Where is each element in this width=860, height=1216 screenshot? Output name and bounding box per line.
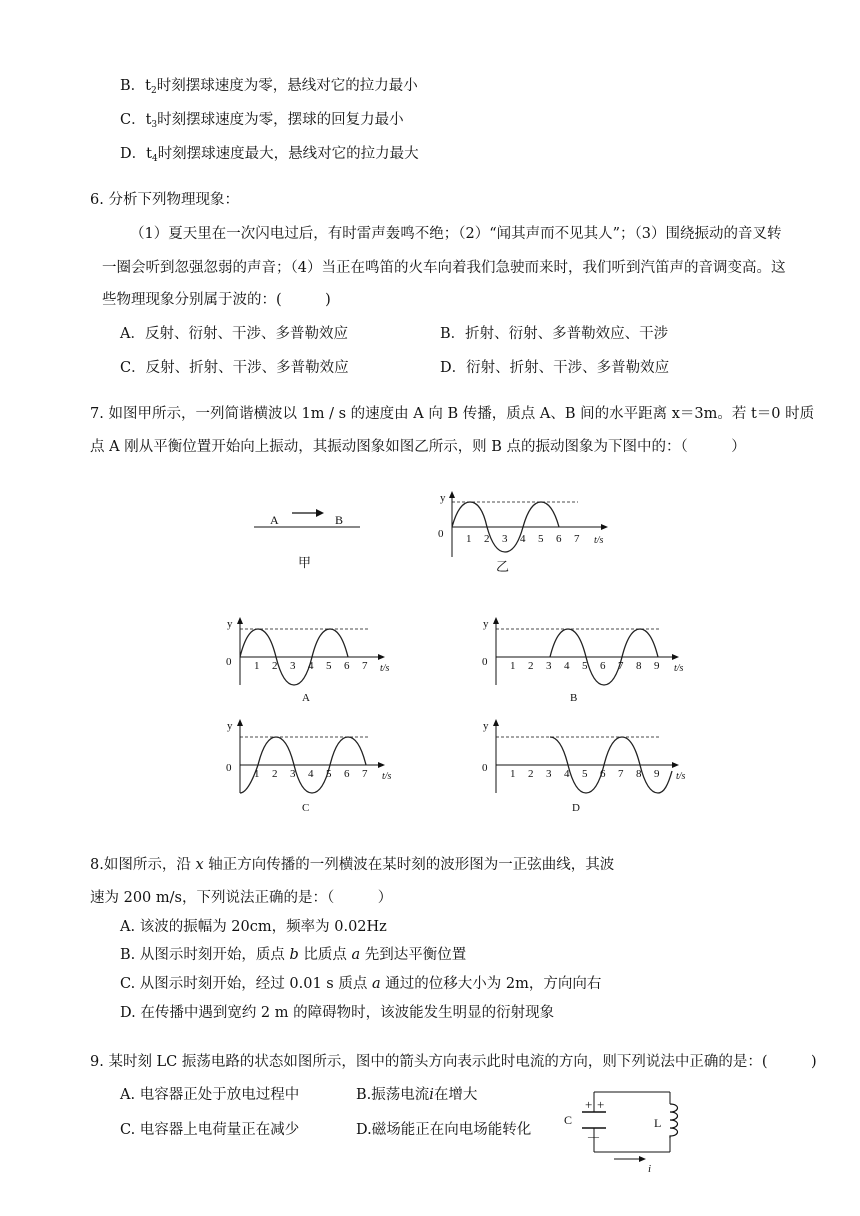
tick-4: 4 bbox=[564, 768, 570, 780]
point-b-label: B bbox=[335, 513, 344, 527]
q8-option-c: C. 从图示时刻开始，经过 0.01 s 质点 a 通过的位移大小为 2m，方向向右 bbox=[120, 976, 602, 992]
q5-option-c: C．$t_3$时刻摆球速度为零，摆球的回复力最小 bbox=[120, 112, 404, 130]
t-arrow-icon bbox=[672, 654, 679, 660]
t-label: t/s bbox=[676, 771, 686, 782]
origin-label: 0 bbox=[226, 656, 232, 668]
capacitor-label: C bbox=[564, 1113, 573, 1127]
plus-sign-2: + bbox=[597, 1097, 605, 1112]
y-label: y bbox=[227, 618, 233, 630]
tick-3: 3 bbox=[502, 533, 508, 545]
q8-text-line2: 速为 200 m/s，下列说法正确的是：（ ） bbox=[90, 890, 393, 906]
point-a-label: A bbox=[270, 513, 279, 527]
origin-label: 0 bbox=[226, 762, 232, 774]
tick-7: 7 bbox=[618, 660, 624, 672]
figure-caption: C bbox=[302, 802, 310, 814]
tick-4: 4 bbox=[520, 533, 526, 545]
q8-option-b: B. 从图示时刻开始，质点 b 比质点 a 先到达平衡位置 bbox=[120, 947, 467, 963]
q7-option-d-graph bbox=[478, 715, 698, 815]
t-label: t/s bbox=[382, 771, 392, 782]
tick-2: 2 bbox=[272, 660, 278, 672]
q9-option-b: B.振荡电流i在增大 bbox=[356, 1087, 478, 1103]
y-arrow-icon bbox=[237, 719, 243, 726]
q5-option-b: B．$t_2$时刻摆球速度为零，悬线对它的拉力最小 bbox=[120, 78, 418, 96]
q6-option-c: C．反射、折射、干涉、多普勒效应 bbox=[120, 360, 349, 376]
figure-jia bbox=[240, 495, 370, 575]
inductor-coil-icon bbox=[670, 1104, 678, 1138]
y-arrow-icon bbox=[493, 719, 499, 726]
figure-caption: D bbox=[572, 802, 580, 814]
y-label: y bbox=[440, 492, 446, 504]
q7-text-line2: 点 A 刚从平衡位置开始向上振动，其振动图象如图乙所示，则 B 点的振动图象为下图中的：（ ） bbox=[90, 439, 746, 455]
q6-text-line1: （1）夏天里在一次闪电过后，有时雷声轰鸣不绝；（2）“闻其声而不见其人”；（3）围绕振动的音叉转 bbox=[130, 226, 782, 242]
tick-6: 6 bbox=[344, 768, 350, 780]
tick-6: 6 bbox=[600, 660, 606, 672]
tick-5: 5 bbox=[582, 660, 588, 672]
q5-option-d: D．$t_4$时刻摆球速度最大，悬线对它的拉力最大 bbox=[120, 146, 419, 164]
lc-circuit-diagram bbox=[560, 1082, 700, 1176]
figure-caption: A bbox=[302, 692, 310, 704]
q7-option-b-graph bbox=[478, 613, 698, 708]
figure-yi bbox=[428, 487, 618, 577]
arrow-head-icon bbox=[316, 509, 324, 517]
tick-5: 5 bbox=[538, 533, 544, 545]
q8-option-d: D. 在传播中遇到宽约 2 m 的障碍物时，该波能发生明显的衍射现象 bbox=[120, 1005, 555, 1021]
t-label: t/s bbox=[594, 535, 604, 546]
tick-4: 4 bbox=[308, 768, 314, 780]
tick-6: 6 bbox=[600, 768, 606, 780]
y-label: y bbox=[483, 720, 489, 732]
tick-6: 6 bbox=[344, 660, 350, 672]
tick-1: 1 bbox=[254, 660, 260, 672]
y-arrow-icon bbox=[449, 491, 455, 498]
tick-7: 7 bbox=[574, 533, 580, 545]
tick-2: 2 bbox=[528, 660, 534, 672]
tick-8: 8 bbox=[636, 768, 642, 780]
origin-label: 0 bbox=[438, 528, 444, 540]
tick-7: 7 bbox=[618, 768, 624, 780]
q9-option-c: C. 电容器上电荷量正在减少 bbox=[120, 1122, 300, 1138]
tick-3: 3 bbox=[546, 660, 552, 672]
tick-3: 3 bbox=[546, 768, 552, 780]
tick-3: 3 bbox=[290, 660, 296, 672]
q8-text-line1: 8.如图所示，沿 x 轴正方向传播的一列横波在某时刻的波形图为一正弦曲线，其波 bbox=[90, 857, 615, 873]
tick-5: 5 bbox=[582, 768, 588, 780]
q6-option-d: D．衍射、折射、干涉、多普勒效应 bbox=[440, 360, 670, 376]
q7-text-line1: 7. 如图甲所示，一列简谐横波以 1m / s 的速度由 A 向 B 传播，质点 A、B 间的水平距离 x＝3m。若 t＝0 时质 bbox=[90, 406, 815, 422]
tick-1: 1 bbox=[466, 533, 472, 545]
tick-1: 1 bbox=[510, 768, 516, 780]
tick-4: 4 bbox=[308, 660, 314, 672]
origin-label: 0 bbox=[482, 762, 488, 774]
origin-label: 0 bbox=[482, 656, 488, 668]
q9-option-d: D.磁场能正在向电场能转化 bbox=[356, 1122, 532, 1138]
tick-2: 2 bbox=[484, 533, 490, 545]
y-arrow-icon bbox=[493, 617, 499, 624]
tick-5: 5 bbox=[326, 660, 332, 672]
plus-sign-1: + bbox=[585, 1097, 593, 1112]
tick-6: 6 bbox=[556, 533, 562, 545]
current-arrow-head-icon bbox=[639, 1156, 646, 1162]
q7-option-a-graph bbox=[222, 613, 412, 708]
tick-3: 3 bbox=[290, 768, 296, 780]
tick-9: 9 bbox=[654, 660, 660, 672]
tick-7: 7 bbox=[362, 768, 368, 780]
tick-8: 8 bbox=[636, 660, 642, 672]
tick-1: 1 bbox=[254, 768, 260, 780]
q7-option-c-graph bbox=[222, 715, 412, 815]
tick-2: 2 bbox=[528, 768, 534, 780]
t-arrow-icon bbox=[378, 762, 385, 768]
current-label: i bbox=[648, 1163, 652, 1175]
q6-text-line3: 些物理现象分别属于波的：( ) bbox=[102, 292, 331, 308]
tick-9: 9 bbox=[654, 768, 660, 780]
tick-2: 2 bbox=[272, 768, 278, 780]
q6-text-line2: 一圈会听到忽强忽弱的声音；（4）当正在鸣笛的火车向着我们急驶而来时，我们听到汽笛声的音调变高。这 bbox=[102, 260, 786, 276]
q8-option-a: A. 该波的振幅为 20cm，频率为 0.02Hz bbox=[120, 919, 387, 935]
q6-option-a: A．反射、衍射、干涉、多普勒效应 bbox=[120, 326, 348, 342]
tick-1: 1 bbox=[510, 660, 516, 672]
q9-option-a: A. 电容器正处于放电过程中 bbox=[120, 1087, 300, 1103]
t-arrow-icon bbox=[378, 654, 385, 660]
t-arrow-icon bbox=[672, 762, 679, 768]
y-label: y bbox=[483, 618, 489, 630]
figure-caption: 甲 bbox=[298, 555, 312, 570]
y-label: y bbox=[227, 720, 233, 732]
t-arrow-icon bbox=[601, 524, 608, 530]
t-label: t/s bbox=[380, 663, 390, 674]
tick-5: 5 bbox=[326, 768, 332, 780]
figure-caption: B bbox=[570, 692, 578, 704]
figure-caption: 乙 bbox=[496, 559, 510, 574]
minus-sign: — bbox=[588, 1131, 599, 1143]
y-arrow-icon bbox=[237, 617, 243, 624]
q6-option-b: B．折射、衍射、多普勒效应、干涉 bbox=[440, 326, 669, 342]
tick-7: 7 bbox=[362, 660, 368, 672]
tick-4: 4 bbox=[564, 660, 570, 672]
inductor-label: L bbox=[654, 1116, 662, 1130]
q9-stem: 9. 某时刻 LC 振荡电路的状态如图所示，图中的箭头方向表示此时电流的方向，则下列说法中正确的是：( ) bbox=[90, 1054, 817, 1070]
t-label: t/s bbox=[674, 663, 684, 674]
q6-stem: 6. 分析下列物理现象： bbox=[90, 192, 239, 208]
